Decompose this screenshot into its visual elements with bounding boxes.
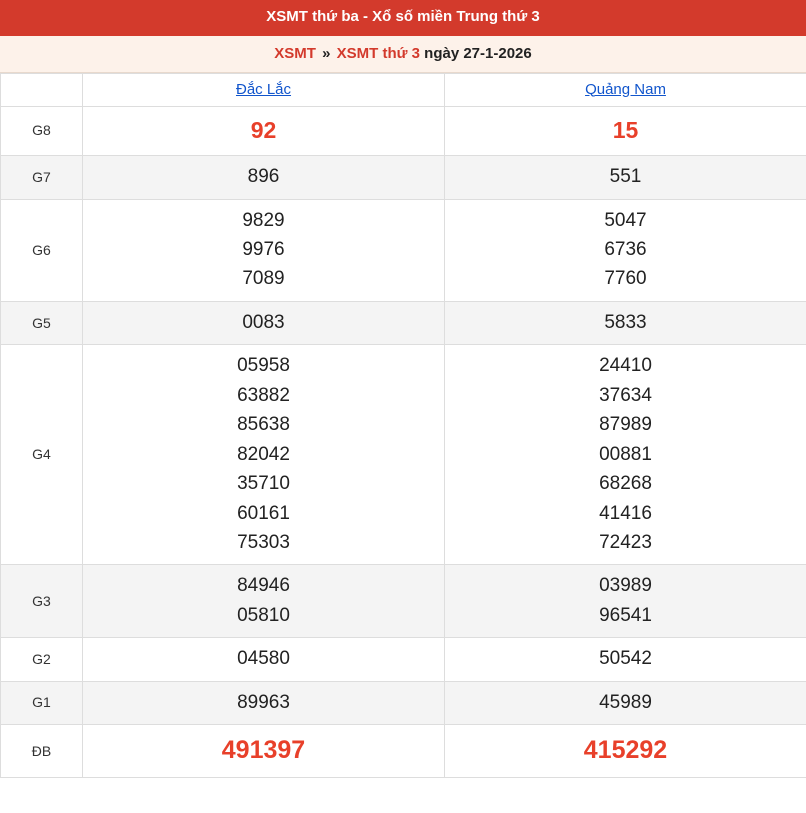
province-link-quang-nam[interactable]: Quảng Nam xyxy=(585,80,666,98)
result-number: 05810 xyxy=(237,604,290,626)
result-number: 415292 xyxy=(583,736,668,765)
table-row-db xyxy=(1,725,806,778)
result-number: 551 xyxy=(609,166,642,188)
result-number: 75303 xyxy=(237,531,290,553)
prize-label: G7 xyxy=(1,156,83,199)
results-table-body xyxy=(1,106,806,777)
result-cell xyxy=(83,345,445,565)
result-number: 45989 xyxy=(599,691,652,713)
result-cell xyxy=(445,199,806,301)
table-row-g7 xyxy=(1,156,806,199)
result-cell xyxy=(445,156,806,199)
breadcrumb-date: ngày 27-1-2026 xyxy=(424,44,532,62)
result-cell xyxy=(83,681,445,724)
result-number: 7089 xyxy=(242,268,285,290)
prize-label: G6 xyxy=(1,199,83,301)
result-number: 896 xyxy=(247,166,280,188)
result-number: 03989 xyxy=(599,575,652,597)
table-row-g8 xyxy=(1,106,806,156)
prize-label: G1 xyxy=(1,681,83,724)
result-number: 72423 xyxy=(599,531,652,553)
result-number: 68268 xyxy=(599,473,652,495)
result-cell xyxy=(445,725,806,778)
table-row-g6 xyxy=(1,199,806,301)
result-cell xyxy=(83,638,445,681)
result-number: 60161 xyxy=(237,502,290,524)
result-number: 00881 xyxy=(599,443,652,465)
result-number: 37634 xyxy=(599,384,652,406)
breadcrumb-section-link[interactable]: XSMT thứ 3 xyxy=(336,44,420,62)
province-header-0 xyxy=(83,73,445,106)
result-number: 63882 xyxy=(237,384,290,406)
breadcrumb-home-link[interactable]: XSMT xyxy=(274,44,316,62)
result-cell xyxy=(83,301,445,344)
result-number: 05958 xyxy=(237,355,290,377)
result-cell xyxy=(445,638,806,681)
result-number: 6736 xyxy=(604,239,647,261)
result-number: 5833 xyxy=(604,311,647,333)
result-cell xyxy=(445,301,806,344)
prize-label: G4 xyxy=(1,345,83,565)
result-cell xyxy=(445,345,806,565)
result-cell xyxy=(445,565,806,638)
result-number: 35710 xyxy=(237,473,290,495)
province-header-1 xyxy=(445,73,806,106)
table-row-g2 xyxy=(1,638,806,681)
result-number: 24410 xyxy=(599,355,652,377)
prize-label: G3 xyxy=(1,565,83,638)
result-number: 7760 xyxy=(604,268,647,290)
result-number: 15 xyxy=(612,116,639,143)
result-cell xyxy=(83,106,445,156)
result-cell xyxy=(445,106,806,156)
result-number: 5047 xyxy=(604,209,647,231)
result-number: 9976 xyxy=(242,239,285,261)
result-cell xyxy=(445,681,806,724)
result-number: 491397 xyxy=(221,736,306,765)
prize-label-header xyxy=(1,73,83,106)
province-link-dac-lac[interactable]: Đắc Lắc xyxy=(235,80,292,98)
result-number: 04580 xyxy=(237,648,290,670)
result-number: 84946 xyxy=(237,575,290,597)
result-number: 50542 xyxy=(599,648,652,670)
breadcrumb-separator: » xyxy=(322,44,331,62)
result-cell xyxy=(83,565,445,638)
result-cell xyxy=(83,156,445,199)
table-row-g1 xyxy=(1,681,806,724)
result-cell xyxy=(83,725,445,778)
result-number: 89963 xyxy=(237,691,290,713)
table-row-g3 xyxy=(1,565,806,638)
prize-label: G2 xyxy=(1,638,83,681)
result-number: 41416 xyxy=(599,502,652,524)
prize-label: G8 xyxy=(1,106,83,156)
prize-label: G5 xyxy=(1,301,83,344)
breadcrumb xyxy=(0,36,806,73)
table-row-g4 xyxy=(1,345,806,565)
result-number: 87989 xyxy=(599,414,652,436)
result-number: 9829 xyxy=(242,209,285,231)
table-header-row xyxy=(1,73,806,106)
result-number: 82042 xyxy=(237,443,290,465)
result-number: 0083 xyxy=(242,311,285,333)
result-cell xyxy=(83,199,445,301)
results-table xyxy=(0,73,806,778)
result-number: 85638 xyxy=(237,414,290,436)
prize-label: ĐB xyxy=(1,725,83,778)
page-title: XSMT thứ ba - Xổ số miền Trung thứ 3 xyxy=(0,0,806,36)
table-row-g5 xyxy=(1,301,806,344)
result-number: 96541 xyxy=(599,604,652,626)
result-number: 92 xyxy=(250,116,277,143)
